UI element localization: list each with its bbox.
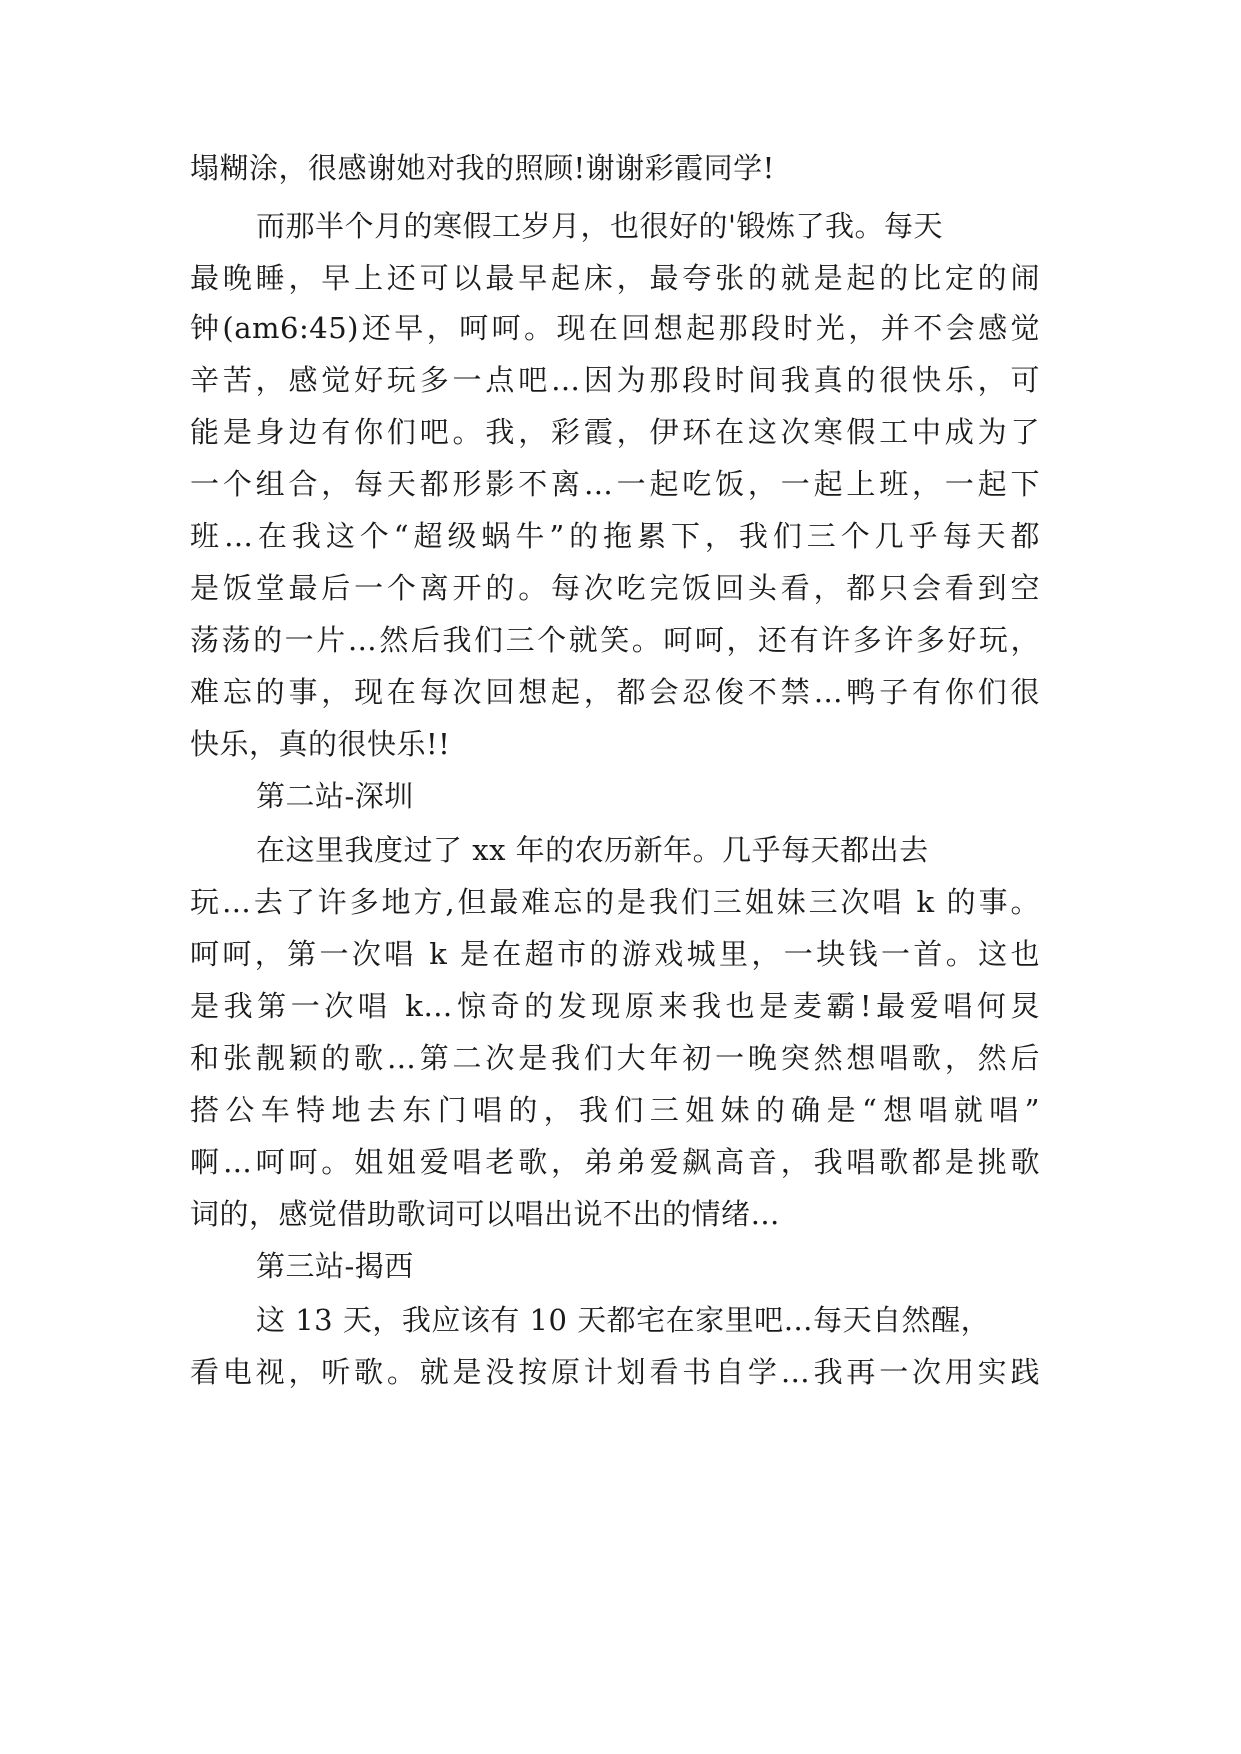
- text-line-5: 辛苦，感觉好玩多一点吧…因为那段时间我真的很快乐，可: [190, 363, 1040, 397]
- text-line-4: 钟(am6:45)还早，呵呵。现在回想起那段时光，并不会感觉: [190, 311, 1040, 345]
- text-line-23: 这 13 天，我应该有 10 天都宅在家里吧…每天自然醒，: [256, 1303, 991, 1337]
- text-line-17: 是我第一次唱 k…惊奇的发现原来我也是麦霸!最爱唱何炅: [190, 989, 1040, 1023]
- text-line-1: 塌糊涂，很感谢她对我的照顾!谢谢彩霞同学!: [190, 151, 775, 185]
- text-line-18: 和张靓颖的歌…第二次是我们大年初一晚突然想唱歌，然后: [190, 1041, 1040, 1075]
- section-heading-jiexi: 第三站-揭西: [256, 1249, 414, 1283]
- text-line-14: 在这里我度过了 xx 年的农历新年。几乎每天都出去: [256, 833, 929, 867]
- text-line-24: 看电视，听歌。就是没按原计划看书自学…我再一次用实践: [190, 1355, 1040, 1389]
- text-line-6: 能是身边有你们吧。我，彩霞，伊环在这次寒假工中成为了: [190, 415, 1040, 449]
- text-line-2: 而那半个月的寒假工岁月，也很好的'锻炼了我。每天: [256, 209, 943, 243]
- text-line-3: 最晚睡，早上还可以最早起床，最夸张的就是起的比定的闹: [190, 261, 1040, 295]
- text-line-19: 搭公车特地去东门唱的，我们三姐妹的确是“想唱就唱”: [190, 1093, 1040, 1127]
- text-line-20: 啊…呵呵。姐姐爱唱老歌，弟弟爱飙高音，我唱歌都是挑歌: [190, 1145, 1040, 1179]
- text-line-16: 呵呵，第一次唱 k 是在超市的游戏城里，一块钱一首。这也: [190, 937, 1040, 971]
- text-line-8: 班…在我这个“超级蜗牛”的拖累下，我们三个几乎每天都: [190, 519, 1040, 553]
- text-line-7: 一个组合，每天都形影不离…一起吃饭，一起上班，一起下: [190, 467, 1040, 501]
- text-line-11: 难忘的事，现在每次回想起，都会忍俊不禁…鸭子有你们很: [190, 675, 1040, 709]
- text-line-21: 词的，感觉借助歌词可以唱出说不出的情绪…: [190, 1197, 781, 1231]
- text-line-12: 快乐，真的很快乐!!: [190, 727, 451, 761]
- text-line-10: 荡荡的一片…然后我们三个就笑。呵呵，还有许多许多好玩，: [190, 623, 1040, 657]
- text-line-15: 玩…去了许多地方,但最难忘的是我们三姐妹三次唱 k 的事。: [190, 885, 1040, 919]
- section-heading-shenzhen: 第二站-深圳: [256, 779, 414, 813]
- text-line-9: 是饭堂最后一个离开的。每次吃完饭回头看，都只会看到空: [190, 571, 1040, 605]
